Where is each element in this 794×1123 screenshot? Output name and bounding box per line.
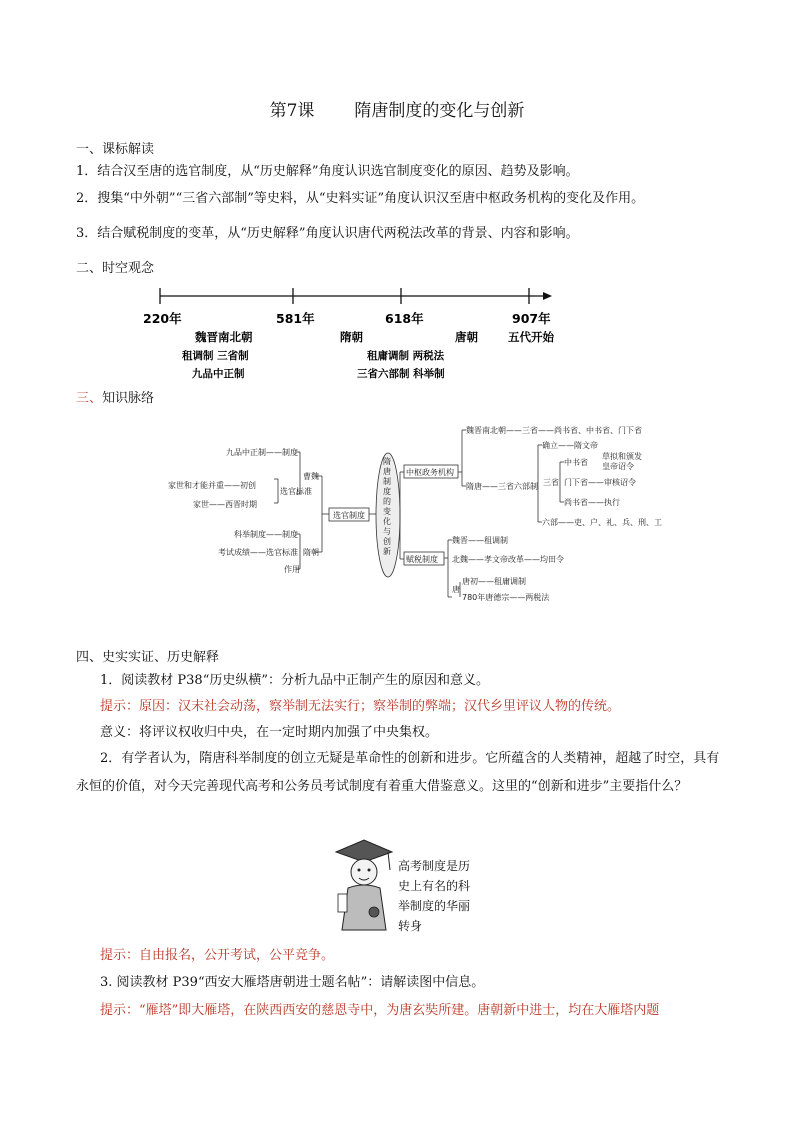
mindmap-fushui: 赋税制度 <box>406 555 438 564</box>
question-1-hint: 提示：原因：汉末社会动荡，察举制无法实行；察举制的弊端；汉代乡里评议人物的传统。 <box>100 699 621 714</box>
cartoon-caption-line-1: 高考制度是历 <box>398 859 471 873</box>
period-sui: 隋朝 <box>340 330 363 344</box>
mindmap-queli: 确立——隋文帝 <box>542 441 598 450</box>
page-title <box>0 96 794 121</box>
mindmap-center-10: 新 <box>383 547 391 556</box>
mindmap-sansheng: 三省 <box>543 478 559 487</box>
section3-heading-text: 知识脉络 <box>102 391 155 406</box>
question-1: 1．阅读教材 P38“历史纵横”：分析九品中正制产生的原因和意义。 <box>100 673 489 688</box>
mindmap-fs-weijin: 魏晋——租调制 <box>452 536 508 545</box>
mindmap-fs-beiwei: 北魏——孝文帝改革——均田令 <box>452 555 564 564</box>
cartoon-caption <box>398 856 470 936</box>
mindmap-suitang: 隋唐——三省六部制 <box>466 482 538 491</box>
period-wudai: 五代开始 <box>508 330 554 344</box>
mindmap-jiashi-cai: 家世和才能并重——初创 <box>168 481 256 490</box>
question-1-meaning: 意义：将评议权收归中央，在一定时期内加强了中央集权。 <box>100 725 439 740</box>
mindmap-menxia: 门下省——审核诏令 <box>564 478 636 487</box>
mindmap-caowei: 曹魏 <box>303 472 319 481</box>
section1-heading: 一、课标解读 <box>76 142 155 157</box>
mindmap-jiupin: 九品中正制——制度 <box>226 448 298 457</box>
mindmap-tang2: 780年唐德宗——两税法 <box>462 593 550 602</box>
cartoon-caption-line-3: 举制度的华丽 <box>398 899 471 913</box>
question-2: 2．有学者认为，隋唐科举制度的创立无疑是革命性的创新和进步。它所蕴含的人类精神，超越了时空，具有永恒的价值，对今天完善现代高考和公务员考试制度有着重大借鉴意义。这里的“创新和进步”主要指什么？ <box>76 751 720 794</box>
mindmap-tang: 唐 <box>452 585 460 594</box>
period-weijin: 魏晋南北朝 <box>195 330 253 344</box>
left-systems-1: 租调制 三省制 <box>182 350 249 362</box>
mindmap-center-1: 隋 <box>383 457 391 466</box>
mindmap-center-8: 与 <box>383 527 391 536</box>
lesson-number: 第7课 <box>269 101 315 121</box>
mindmap-xuanguan: 选官制度 <box>333 511 365 520</box>
section1-item-2: 2．搜集“中外朝”“三省六部制”等史料，从“史料实证”角度认识汉至唐中枢政务机构的变化及作用。 <box>76 191 645 206</box>
mindmap-xuanguan-std: 选官标准 <box>280 487 312 496</box>
question-2-hint: 提示：自由报名，公开考试，公平竞争。 <box>100 948 335 963</box>
mindmap-center-2: 唐 <box>383 467 391 476</box>
mindmap-jiashi: 家世——西晋时期 <box>193 500 257 509</box>
right-systems-1: 租庸调制 两税法 <box>367 350 445 362</box>
mind-map <box>0 412 794 612</box>
mindmap-shangshu: 尚书省——执行 <box>564 498 620 507</box>
timeline <box>0 280 794 385</box>
mindmap-zhongshusheng: 中书省 <box>564 458 588 467</box>
period-tang: 唐朝 <box>455 330 478 344</box>
mindmap-center-9: 创 <box>383 537 391 546</box>
mindmap-zhongshu: 中枢政务机构 <box>406 468 454 477</box>
mindmap-center-5: 的 <box>383 497 391 506</box>
section2-heading: 二、时空观念 <box>76 261 155 276</box>
mindmap-tang1: 唐初——租庸调制 <box>462 577 526 586</box>
lesson-topic: 隋唐制度的变化与创新 <box>354 101 525 121</box>
left-systems-2: 九品中正制 <box>192 368 245 380</box>
question-3-hint: 提示：“雁塔”即大雁塔，在陕西西安的慈恩寺中，为唐玄奘所建。唐朝新中进士，均在大雁塔内题 <box>100 1003 660 1018</box>
right-systems-2: 三省六部制 科举制 <box>357 368 445 380</box>
mindmap-keju: 科举制度——制度 <box>234 530 298 539</box>
cartoon-caption-line-4: 转身 <box>398 919 423 933</box>
section3-heading-number: 三、 <box>76 391 103 406</box>
cartoon-caption-line-2: 史上有名的科 <box>398 879 471 893</box>
graduate-cartoon-image <box>330 838 398 933</box>
section3-heading <box>76 387 154 406</box>
mindmap-caoni: 草拟和颁发 <box>602 452 642 461</box>
year-220: 220年 <box>143 311 182 326</box>
mindmap-center-7: 化 <box>383 517 391 526</box>
mindmap-wj-row: 魏晋南北朝——三省——尚书省、中书省、门下省 <box>466 426 642 435</box>
mindmap-kaoshi: 考试成绩——选官标准 <box>218 548 298 557</box>
year-618: 618年 <box>385 311 424 326</box>
mindmap-suichao: 隋朝 <box>303 548 319 557</box>
year-907: 907年 <box>512 311 551 326</box>
section1-item-1: 1．结合汉至唐的选官制度，从“历史解释”角度认识选官制度变化的原因、趋势及影响。 <box>76 164 579 179</box>
mindmap-center-4: 度 <box>383 487 391 496</box>
mindmap-caoni-2: 皇帝诏令 <box>602 462 634 471</box>
question-3: 3. 阅读教材 P39“西安大雁塔唐朝进士题名帖”：请解读图中信息。 <box>100 975 485 990</box>
section1-item-3: 3．结合赋税制度的变革，从“历史解释”角度认识唐代两税法改革的背景、内容和影响。 <box>76 226 579 241</box>
mindmap-liubu: 六部——吏、户、礼、兵、刑、工 <box>542 518 662 527</box>
section4-heading: 四、史实实证、历史解释 <box>76 650 220 665</box>
mindmap-center-6: 变 <box>383 507 391 516</box>
year-581: 581年 <box>276 311 315 326</box>
mindmap-zuoyong: 作用 <box>284 565 300 574</box>
mindmap-center-3: 制 <box>383 477 391 486</box>
